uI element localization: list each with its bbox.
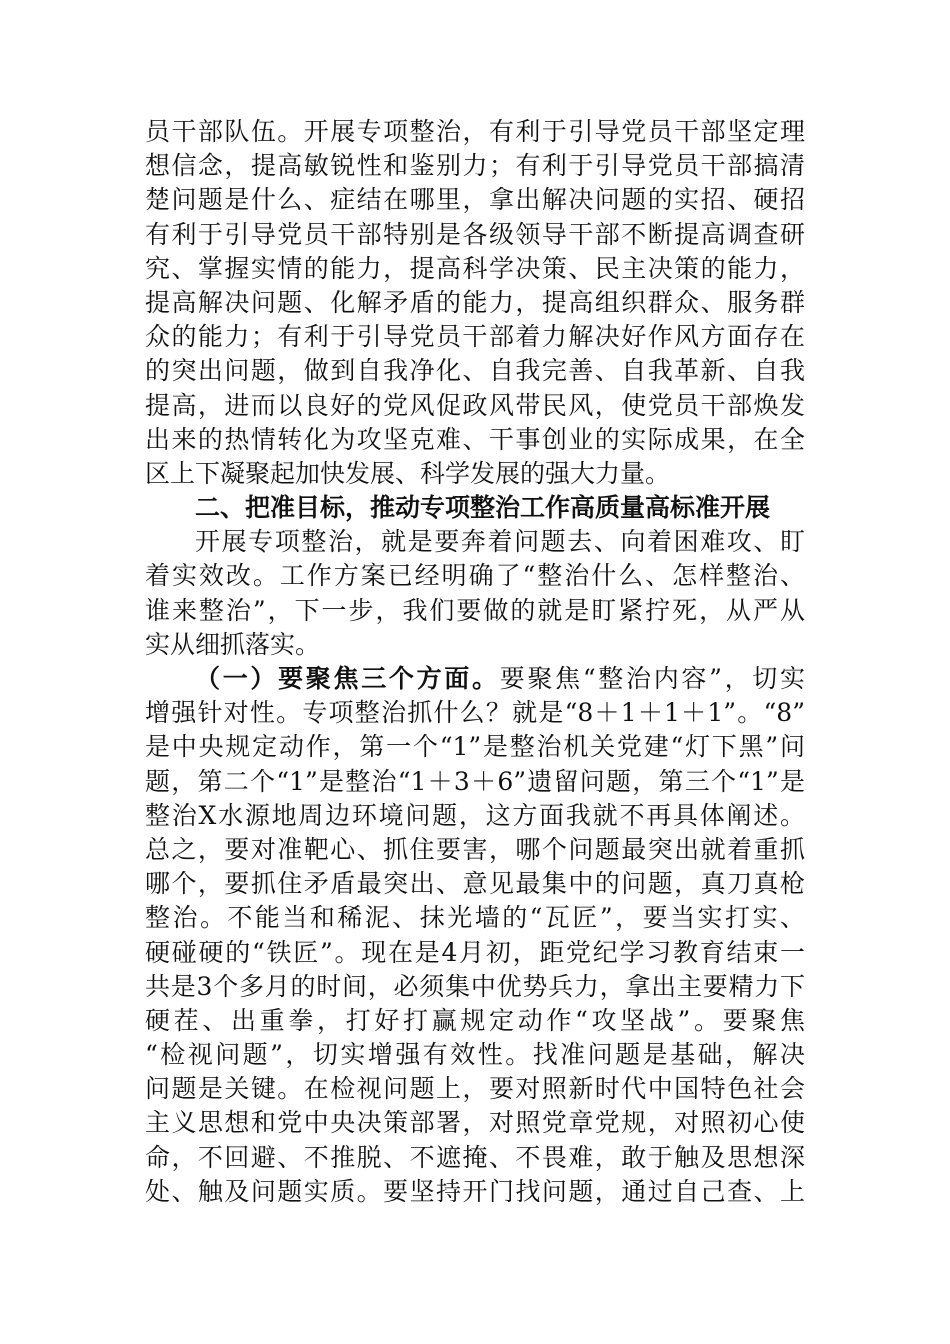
paragraph-line: 谁来整治”，下一步，我们要做的就是盯紧拧死，从严从 — [145, 595, 805, 625]
paragraph-line: 增强针对性。专项整治抓什么？就是“8＋1＋1＋1”。“8” — [145, 698, 805, 728]
document-body — [145, 115, 805, 1209]
subsection-line — [145, 662, 805, 696]
paragraph-line: 整治X水源地周边环境问题，这方面我就不再具体阐述。 — [145, 800, 805, 830]
paragraph-line: 想信念，提高敏锐性和鉴别力；有利于引导党员干部搞清 — [145, 151, 805, 181]
subsection-heading: （一）要聚焦三个方面。 — [195, 664, 500, 693]
paragraph-line: 楚问题是什么、症结在哪里，拿出解决问题的实招、硬招 — [145, 185, 805, 215]
paragraph-line: 题，第二个“1”是整治“1＋3＋6”遗留问题，第三个“1”是 — [145, 766, 805, 796]
paragraph-line: 硬碰硬的“铁匠”。现在是4月初，距党纪学习教育结束一 — [145, 937, 805, 967]
paragraph-line: 整治。不能当和稀泥、抹光墙的“瓦匠”，要当实打实、 — [145, 903, 805, 933]
paragraph-line: 众的能力；有利于引导党员干部着力解决好作风方面存在 — [145, 322, 805, 352]
section-heading: 二、把准目标，推动专项整治工作高质量高标准开展 — [195, 493, 771, 523]
paragraph-line: 问题是关键。在检视问题上，要对照新时代中国特色社会 — [145, 1074, 805, 1104]
paragraph-line: 有利于引导党员干部特别是各级领导干部不断提高调查研 — [145, 219, 805, 249]
paragraph-line: 硬茬、出重拳，打好打赢规定动作“攻坚战”。要聚焦 — [145, 1005, 805, 1035]
paragraph-text: 要聚焦“整治内容”，切实 — [499, 664, 805, 693]
paragraph-line: 哪个，要抓住矛盾最突出、意见最集中的问题，真刀真枪 — [145, 869, 805, 899]
paragraph-line: 共是3个多月的时间，必须集中优势兵力，拿出主要精力下 — [145, 971, 805, 1001]
paragraph-line: 员干部队伍。开展专项整治，有利于引导党员干部坚定理 — [145, 117, 805, 146]
paragraph-line: 着实效改。工作方案已经明确了“整治什么、怎样整治、 — [145, 561, 805, 591]
paragraph-line: 总之，要对准靶心、抓住要害，哪个问题最突出就着重抓 — [145, 834, 805, 864]
paragraph-line: 区上下凝聚起加快发展、科学发展的强大力量。 — [145, 458, 671, 488]
paragraph-line: 提高解决问题、化解矛盾的能力，提高组织群众、服务群 — [145, 287, 805, 317]
paragraph-line: 主义思想和党中央决策部署，对照党章党规，对照初心使 — [145, 1108, 805, 1138]
paragraph-line: 处、触及问题实质。要坚持开门找问题，通过自己查、上 — [145, 1176, 805, 1206]
paragraph-line: 的突出问题，做到自我净化、自我完善、自我革新、自我 — [145, 356, 805, 386]
paragraph-line: 开展专项整治，就是要奔着问题去、向着困难攻、盯 — [195, 527, 805, 557]
paragraph-line: 提高，进而以良好的党风促政风带民风，使党员干部焕发 — [145, 390, 805, 420]
paragraph-line: 出来的热情转化为攻坚克难、干事创业的实际成果，在全 — [145, 424, 805, 454]
paragraph-line: 是中央规定动作，第一个“1”是整治机关党建“灯下黑”问 — [145, 732, 805, 762]
paragraph-line: 究、掌握实情的能力，提高科学决策、民主决策的能力， — [145, 253, 805, 283]
paragraph-line: 命，不回避、不推脱、不遮掩、不畏难，敢于触及思想深 — [145, 1142, 805, 1172]
paragraph-line: 实从细抓落实。 — [145, 629, 321, 659]
paragraph-line: “检视问题”，切实增强有效性。找准问题是基础，解决 — [145, 1040, 805, 1070]
